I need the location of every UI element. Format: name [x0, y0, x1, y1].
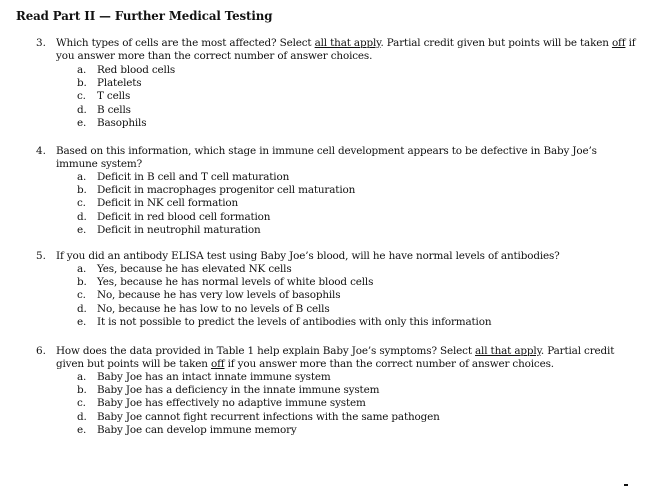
choice-text: Baby Joe can develop immune memory	[97, 423, 297, 436]
question-text-part: . Partial credit given but points will be taken	[380, 37, 612, 49]
question-text-part: if you answer more than the correct number of answer choices.	[224, 358, 554, 371]
answer-choice-c[interactable]	[0, 397, 651, 410]
underlined-phrase: all that apply	[475, 345, 541, 357]
choice-text: Baby Joe has an intact innate immune system	[97, 371, 331, 383]
underlined-word: off	[210, 358, 225, 371]
answer-choice-b[interactable]	[0, 384, 651, 397]
answer-choice-d[interactable]	[0, 211, 651, 224]
answer-choice-a[interactable]	[0, 371, 651, 384]
choice-text: Deficit in NK cell formation	[97, 197, 239, 210]
choice-label: c.	[77, 289, 86, 302]
page-corner-mark	[624, 484, 628, 486]
choice-text: Baby Joe has effectively no adaptive immune system	[97, 397, 366, 410]
question-text: Based on this information, which stage in immune cell development appears to be defective in Baby Joe’s immune system?	[56, 145, 597, 171]
answer-choice-d[interactable]	[0, 303, 651, 316]
choice-label: a.	[77, 371, 87, 383]
choice-label: a.	[77, 171, 87, 183]
choice-label: d.	[77, 103, 87, 116]
choice-text: It is not possible to predict the levels of antibodies with only this information	[97, 315, 492, 328]
question-text-part: Which types of cells are the most affected? Select	[56, 37, 315, 49]
choice-label: e.	[77, 116, 87, 129]
question-text	[56, 37, 640, 63]
choice-text: Baby Joe has a deficiency in the innate immune system	[97, 384, 380, 397]
choice-label: b.	[77, 77, 87, 90]
underlined-word: off	[611, 37, 626, 49]
answer-choice-b[interactable]	[0, 184, 651, 197]
answer-choice-a[interactable]	[0, 171, 651, 184]
question-number: 3.	[36, 37, 46, 49]
choice-text: B cells	[97, 103, 131, 116]
question-number: 5.	[36, 250, 46, 262]
choice-label: e.	[77, 423, 87, 436]
choice-text: Yes, because he has elevated NK cells	[97, 263, 292, 275]
choice-label: d.	[77, 302, 87, 315]
choice-label: c.	[77, 397, 86, 410]
choice-text: No, because he has low to no levels of B cells	[97, 302, 330, 315]
answer-choice-c[interactable]	[0, 289, 651, 302]
choice-text: T cells	[97, 90, 131, 103]
choice-label: e.	[77, 315, 87, 328]
choice-label: d.	[77, 410, 87, 423]
question-number: 6.	[36, 345, 46, 357]
question-text: If you did an antibody ELISA test using Baby Joe’s blood, will he have normal levels of antibodies?	[56, 250, 560, 262]
choice-text: No, because he has very low levels of basophils	[97, 289, 341, 302]
answer-choice-c[interactable]	[0, 90, 651, 103]
choice-text: Red blood cells	[97, 64, 176, 76]
choice-label: c.	[77, 90, 86, 103]
answer-choices	[0, 64, 651, 130]
choice-label: d.	[77, 210, 87, 223]
choice-text: Platelets	[97, 77, 142, 90]
answer-choices	[0, 371, 651, 437]
choice-label: b.	[77, 276, 87, 289]
answer-choice-e[interactable]	[0, 224, 651, 237]
choice-label: a.	[77, 263, 87, 275]
answer-choice-e[interactable]	[0, 424, 651, 437]
choice-label: a.	[77, 64, 87, 76]
choice-label: e.	[77, 223, 87, 236]
choice-text: Deficit in macrophages progenitor cell maturation	[97, 184, 356, 197]
answer-choice-d[interactable]	[0, 104, 651, 117]
question-text-part: How does the data provided in Table 1 help explain Baby Joe’s symptoms? Select	[56, 345, 476, 357]
choice-text: Deficit in B cell and T cell maturation	[97, 171, 290, 183]
choice-text: Deficit in red blood cell formation	[97, 210, 271, 223]
answer-choice-e[interactable]	[0, 316, 651, 329]
choice-text: Basophils	[97, 116, 147, 129]
choice-label: b.	[77, 384, 87, 397]
answer-choice-c[interactable]	[0, 197, 651, 210]
answer-choice-b[interactable]	[0, 77, 651, 90]
choice-text: Baby Joe cannot fight recurrent infections with the same pathogen	[97, 410, 440, 423]
choice-text: Deficit in neutrophil maturation	[97, 223, 261, 236]
question-text-part: . Partial credit given but points will be taken	[56, 345, 615, 371]
answer-choice-d[interactable]	[0, 411, 651, 424]
answer-choice-b[interactable]	[0, 276, 651, 289]
section-heading: Read Part II — Further Medical Testing	[16, 9, 273, 23]
underlined-phrase: all that apply	[314, 37, 381, 49]
answer-choice-a[interactable]	[0, 64, 651, 77]
question-text-part: if you answer more than the correct number of answer choices.	[56, 37, 636, 63]
answer-choices	[0, 263, 651, 329]
answer-choice-a[interactable]	[0, 263, 651, 276]
choice-text: Yes, because he has normal levels of white blood cells	[97, 276, 374, 289]
question-number: 4.	[36, 145, 46, 157]
question-text	[56, 345, 640, 371]
answer-choices	[0, 171, 651, 237]
choice-label: b.	[77, 184, 87, 197]
answer-choice-e[interactable]	[0, 117, 651, 130]
choice-label: c.	[77, 197, 86, 210]
